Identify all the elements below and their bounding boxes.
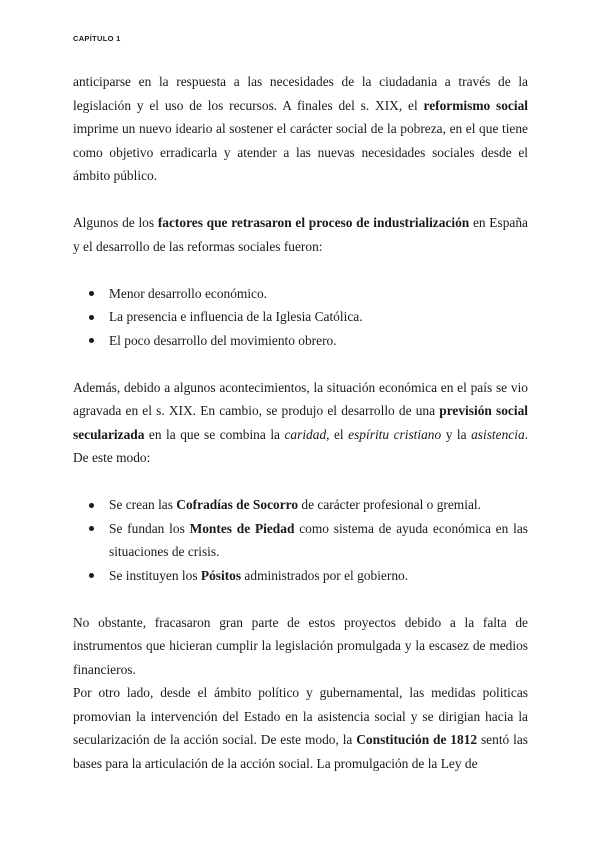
paragraph-3: Además, debido a algunos acontecimientos, la situación económica en el país se vio agravada en el s. XIX. En cambio, se produjo el desarrollo de una previsión social secularizada en la que se combina la caridad, el espíritu cristiano y la asistencia. De este modo: (73, 379, 528, 465)
paragraph-5: Por otro lado, desde el ámbito político y gubernamental, las medidas politicas promovian la intervención del Estado en la asistencia social y se dirigian hacia la secularización de la acción social. De este modo, la Constitución de 1812 sentó las bases para la articulación de la acción social. La promulgación de la Ley de (73, 685, 528, 771)
list-item: Se instituyen los Pósitos administrados por el gobierno. (73, 564, 528, 588)
bold-term: previsión social secularizada (73, 403, 528, 442)
page-body (73, 70, 528, 775)
bold-term: factores que retrasaron el proceso de industrialización (157, 215, 470, 230)
bold-term: Constitución de 1812 (356, 732, 478, 747)
list-item: El poco desarrollo del movimiento obrero. (73, 329, 528, 353)
paragraph-1: anticiparse en la respuesta a las necesidades de la ciudadania a través de la legislación y el uso de los recursos. A finales del s. XIX, el reformismo social imprime un nuevo ideario al sostener el carácter social de la pobreza, en el que tiene como objetivo erradicarla y atender a las nuevas necesidades sociales desde el ámbito público. (73, 74, 528, 183)
list-item: Menor desarrollo económico. (73, 282, 528, 306)
bullet-list-factors (73, 282, 528, 353)
bullet-list-institutions (73, 493, 528, 587)
list-item: Se crean las Cofradías de Socorro de carácter profesional o gremial. (73, 493, 528, 517)
bold-term: reformismo social (423, 97, 528, 113)
paragraph-2: Algunos de los factores que retrasaron el proceso de industrialización en España y el desarrollo de las reformas sociales fueron: (73, 215, 528, 254)
chapter-header: CAPÍTULO 1 (73, 34, 121, 43)
paragraph-4: No obstante, fracasaron gran parte de estos proyectos debido a la falta de instrumentos que hicieran cumplir la legislación promulgada y la escasez de medios financieros. (73, 614, 528, 677)
list-item: Se fundan los Montes de Piedad como sistema de ayuda económica en las situaciones de crisis. (73, 517, 528, 564)
list-item: La presencia e influencia de la Iglesia Católica. (73, 305, 528, 329)
